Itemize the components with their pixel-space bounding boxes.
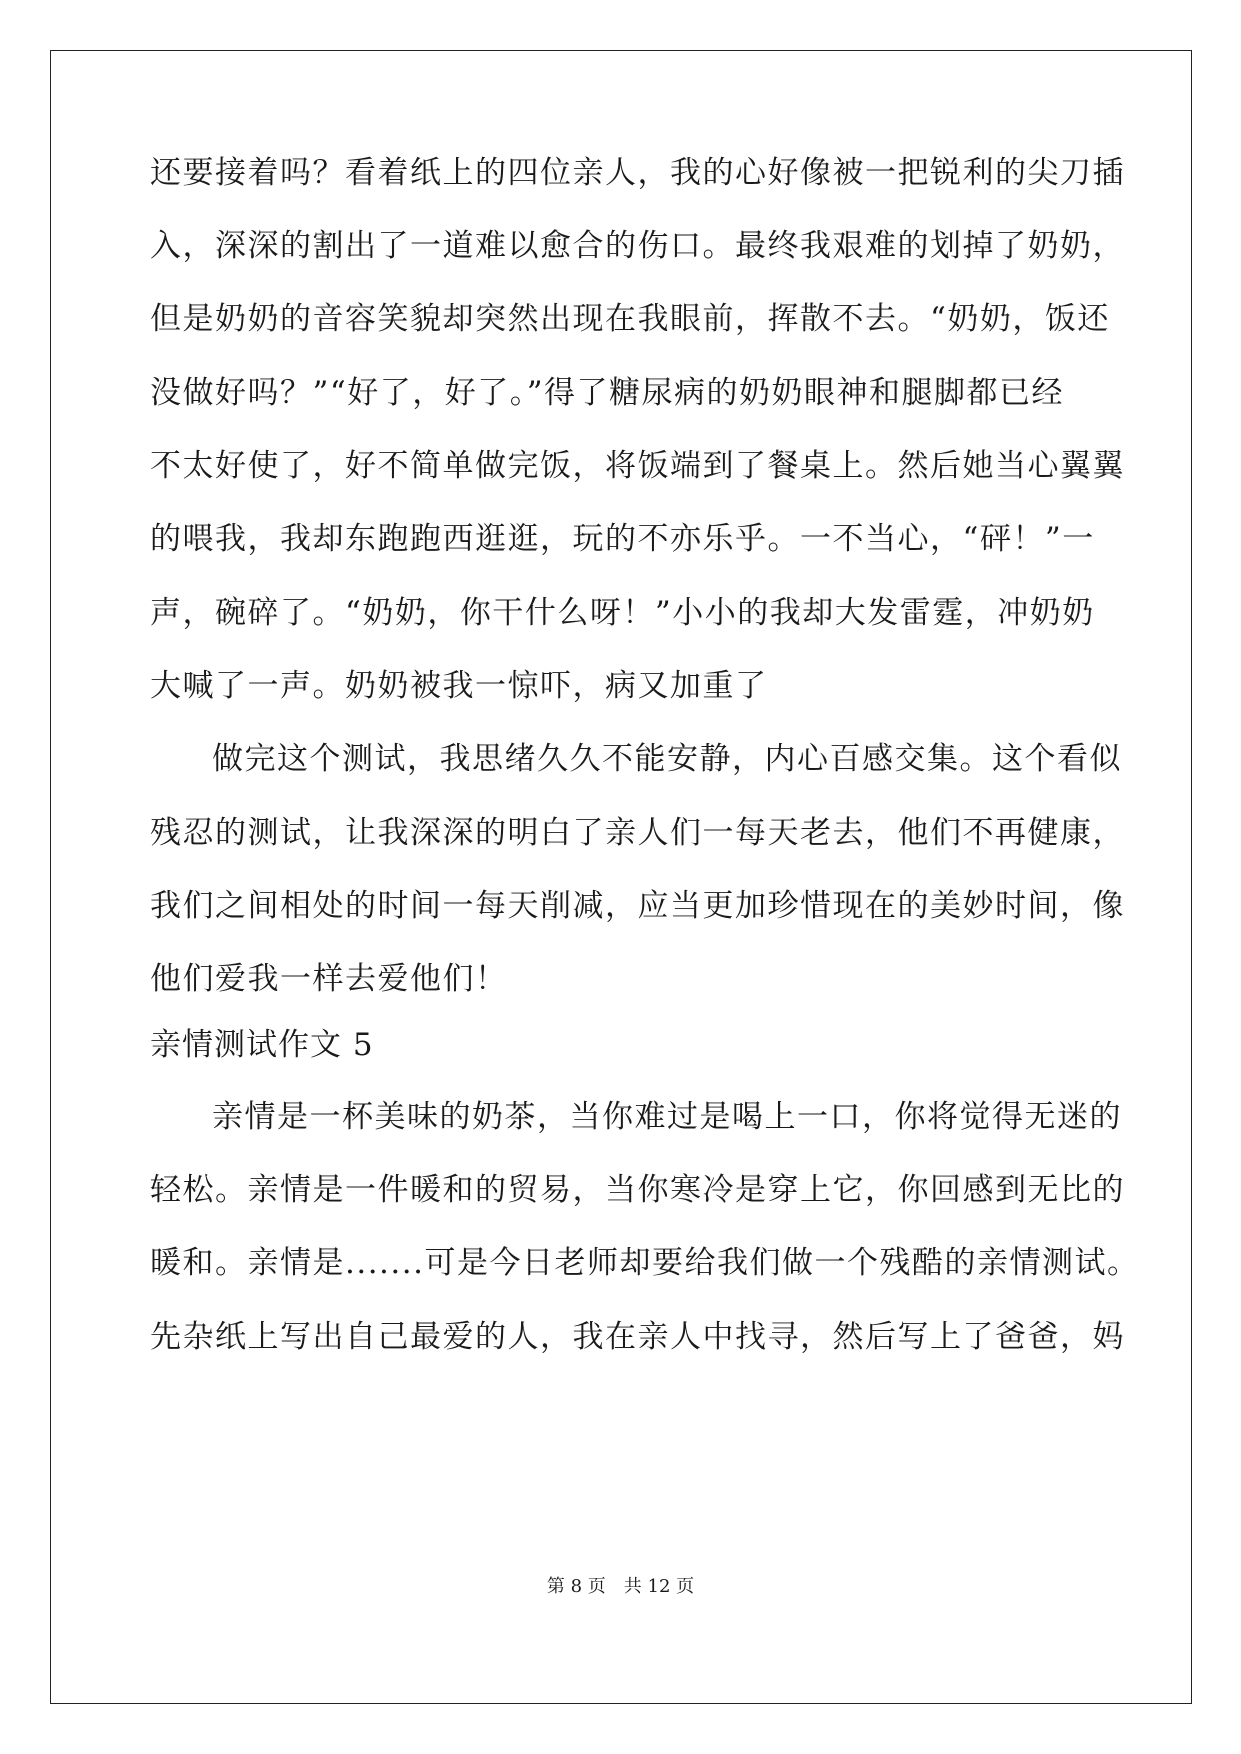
text-line: 残忍的测试，让我深深的明白了亲人们一每天老去，他们不再健康， xyxy=(150,815,1125,851)
paragraph-first-line: 做完这个测试，我思绪久久不能安静，内心百感交集。这个看似 xyxy=(212,741,1122,777)
text-line: 暖和。亲情是.......可是今日老师却要给我们做一个残酷的亲情测试。 xyxy=(150,1245,1140,1281)
text-line: 没做好吗？”“好了，好了。”得了糖尿病的奶奶眼神和腿脚都已经 xyxy=(150,375,1065,411)
page-number: 第 8 页 共 12 页 xyxy=(546,1576,695,1597)
text-line: 不太好使了，好不简单做完饭，将饭端到了餐桌上。然后她当心翼翼 xyxy=(150,448,1125,484)
section-heading: 亲情测试作文 5 xyxy=(150,1027,374,1063)
text-line: 但是奶奶的音容笑貌却突然出现在我眼前，挥散不去。“奶奶，饭还 xyxy=(150,301,1110,337)
text-line: 还要接着吗？看着纸上的四位亲人，我的心好像被一把锐利的尖刀插 xyxy=(150,155,1125,191)
text-line: 声，碗碎了。“奶奶，你干什么呀！”小小的我却大发雷霆，冲奶奶 xyxy=(150,595,1095,631)
text-line: 他们爱我一样去爱他们！ xyxy=(150,961,508,997)
text-line: 我们之间相处的时间一每天削减，应当更加珍惜现在的美妙时间，像 xyxy=(150,888,1125,924)
paragraph-first-line: 亲情是一杯美味的奶茶，当你难过是喝上一口，你将觉得无迷的 xyxy=(212,1099,1122,1135)
text-line: 轻松。亲情是一件暖和的贸易，当你寒冷是穿上它，你回感到无比的 xyxy=(150,1172,1125,1208)
text-line: 大喊了一声。奶奶被我一惊吓，病又加重了 xyxy=(150,668,768,704)
text-line: 的喂我，我却东跑跑西逛逛，玩的不亦乐乎。一不当心，“砰！”一 xyxy=(150,521,1095,557)
text-line: 入，深深的割出了一道难以愈合的伤口。最终我艰难的划掉了奶奶， xyxy=(150,228,1125,264)
text-line: 先杂纸上写出自己最爱的人，我在亲人中找寻，然后写上了爸爸，妈 xyxy=(150,1319,1125,1355)
